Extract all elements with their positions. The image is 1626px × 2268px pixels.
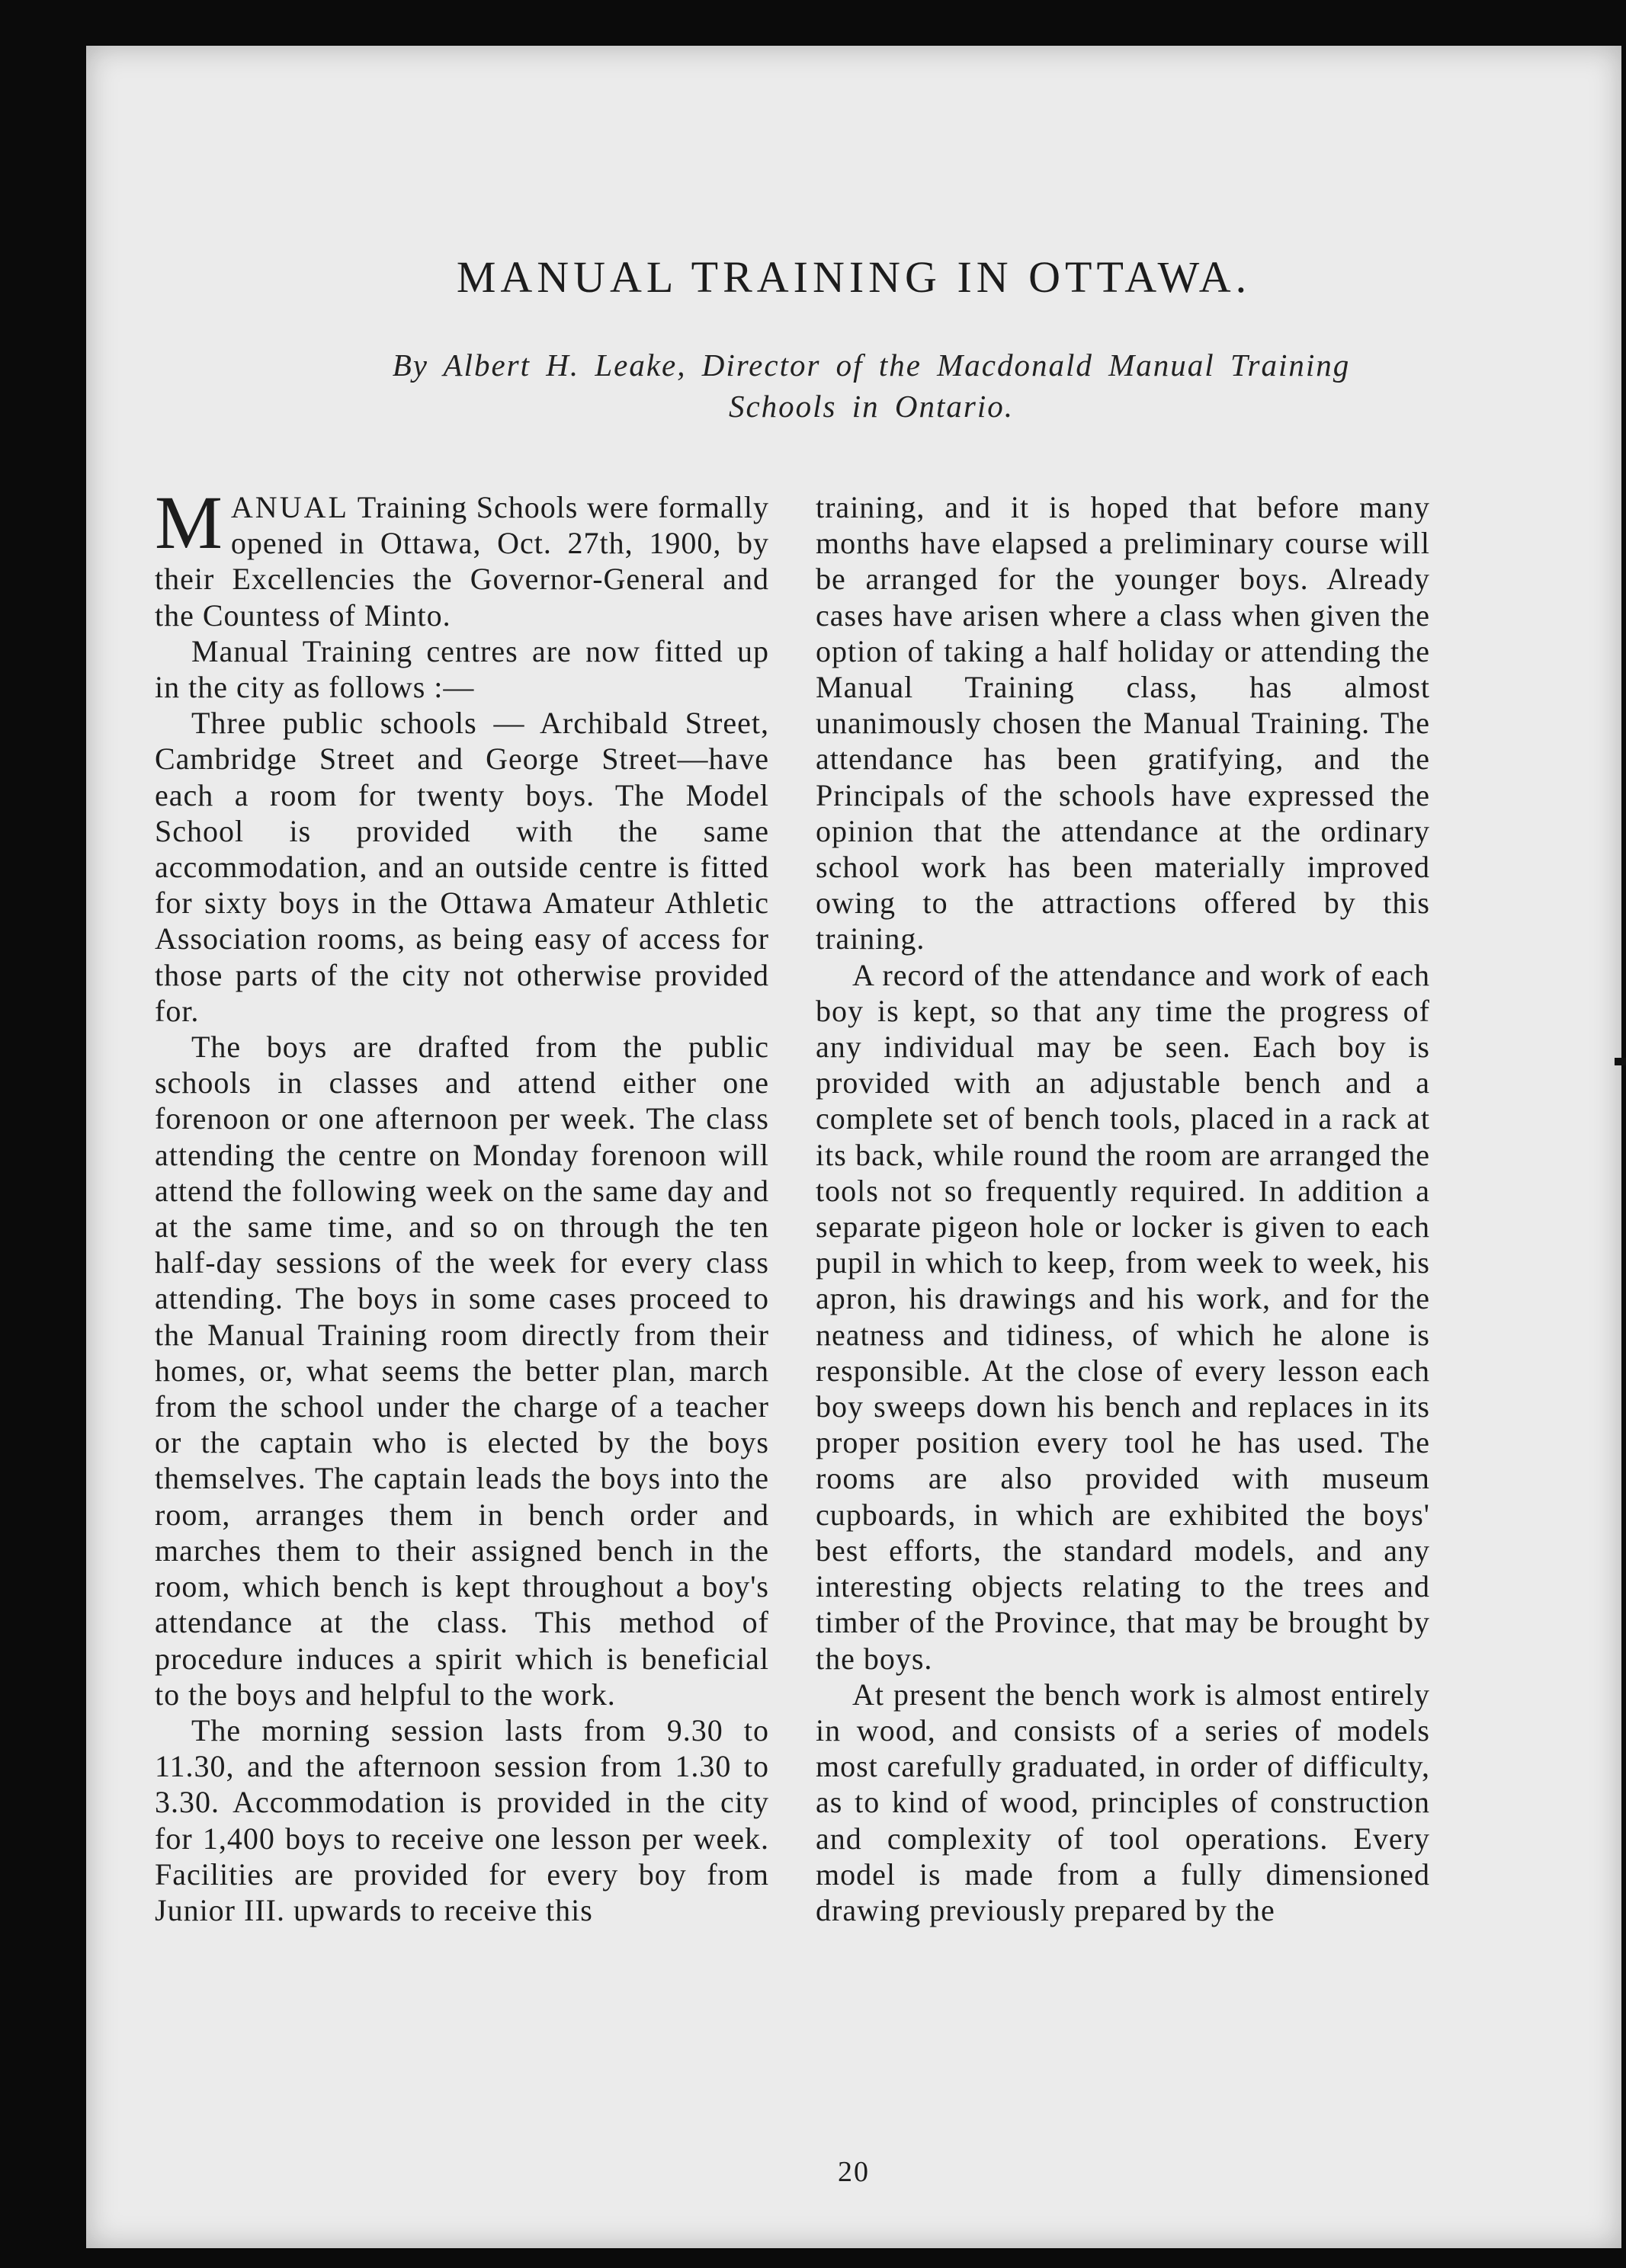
scan-edge-mark xyxy=(1615,1058,1626,1065)
paragraph: A record of the attendance and work of each boy is kept, so that any time the progress of any individual may be seen. Each boy is provided with an adjustable bench and a complete set of bench tools, placed in a rack at its back, while round the room are arranged the tools not so frequently required. In addition a separate pigeon hole or locker is given to each pupil in which to keep, from week to week, his apron, his drawings and his work, and for the neatness and tidiness, of which he alone is responsible. At the close of every lesson each boy sweeps down his bench and replaces in its proper position every tool he has used. The rooms are also provided with museum cupboards, in which are exhibited the boys' best efforts, the standard models, and any interesting objects relating to the trees and timber of the Province, that may be brought by the boys. xyxy=(816,957,1430,1676)
paragraph-text: Training Schools were formally opened in Ottawa, Oct. 27th, 1900, by their Excellencies the Governor-General and the Countess of Minto. xyxy=(155,490,769,633)
right-column xyxy=(816,489,1430,1928)
paragraph: Three public schools — Archibald Street, Cambridge Street and George Street—have each a room for twenty boys. The Model School is provided with the same accommodation, and an outside centre is fitted for sixty boys in the Ottawa Amateur Athletic Association rooms, as being easy of access for those parts of the city not otherwise provided for. xyxy=(155,706,769,1028)
byline-line-2: Schools in Ontario. xyxy=(728,389,1015,424)
article-byline xyxy=(284,344,1458,427)
article-title: MANUAL TRAINING IN OTTAWA. xyxy=(456,252,1252,302)
byline-line-1: By Albert H. Leake, Director of the Macdonald Manual Training xyxy=(392,348,1351,383)
paragraph-opening xyxy=(155,480,769,633)
paragraph: At present the bench work is almost entirely in wood, and consists of a series of models most carefully graduated, in order of difficulty, as to kind of wood, principles of construction and complexity of tool operations. Every model is made from a fully dimensioned drawing previously prepared by the xyxy=(816,1677,1430,1927)
document-page xyxy=(86,46,1621,2248)
paragraph: The boys are drafted from the public schools in classes and attend either one forenoon or one afternoon per week. The class attending the centre on Monday forenoon will attend the following week on the same day and at the same time, and so on through the ten half-day sessions of the week for every class attending. The boys in some cases proceed to the Manual Training room directly from their homes, or, what seems the better plan, march from the school under the charge of a teacher or the captain who is elected by the boys themselves. The captain leads the boys into the room, arranges them in bench order and marches them to their assigned bench in the room, which bench is kept throughout a boy's attendance at the class. This method of procedure induces a spirit which is beneficial to the boys and helpful to the work. xyxy=(155,1030,769,1712)
paragraph-continued: training, and it is hoped that before many months have elapsed a preliminary course will be arranged for the younger boys. Already cases have arisen where a class when given the option of taking a half holiday or attending the Manual Training class, has almost unanimously chosen the Manual Training. The attendance has been gratifying, and the Principals of the schools have expressed the opinion that the attendance at the ordinary school work has been materially improved owing to the attractions offered by this training. xyxy=(816,490,1430,956)
page-number: 20 xyxy=(838,2156,870,2188)
paragraph: The morning session lasts from 9.30 to 11.30, and the afternoon session from 1.30 to 3.30. Accommodation is provided in the city for 1,400 boys to receive one lesson per week. Facilities are provided for every boy from Junior III. upwards to receive this xyxy=(155,1712,769,1927)
left-column xyxy=(155,480,769,1928)
first-word-rest: ANUAL xyxy=(230,490,349,524)
drop-cap: M xyxy=(155,480,223,565)
paragraph: Manual Training centres are now fitted up in the city as follows :— xyxy=(155,633,769,705)
